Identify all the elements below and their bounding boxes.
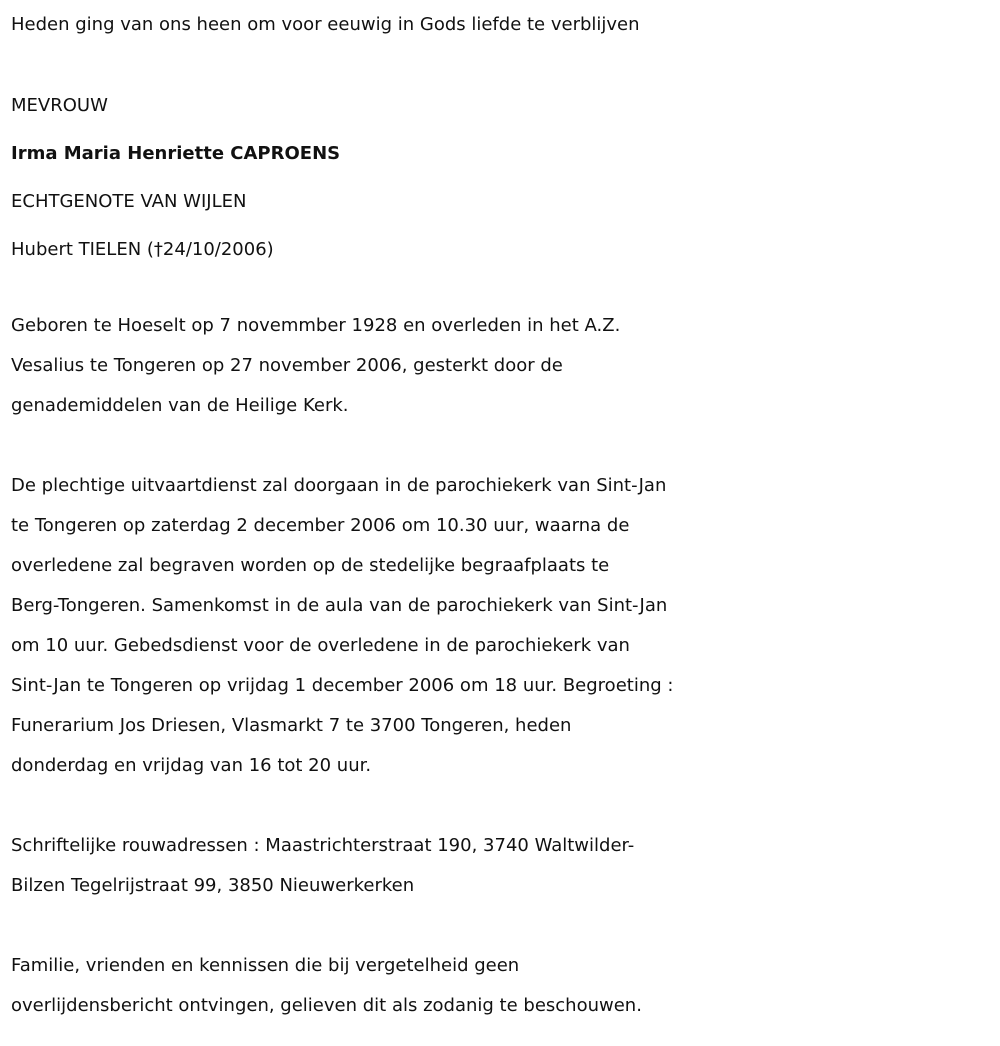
relation-label: ECHTGENOTE VAN WIJLEN: [11, 191, 247, 212]
paragraph-line: Schriftelijke rouwadressen : Maastrichterstraat 190, 3740 Waltwilder-: [11, 835, 635, 856]
intro-text: Heden ging van ons heen om voor eeuwig in Gods liefde te verblijven: [11, 14, 640, 35]
spouse-name: Hubert TIELEN (†24/10/2006): [11, 239, 274, 260]
addresses-paragraph: [11, 826, 996, 906]
paragraph-line: overledene zal begraven worden op de stedelijke begraafplaats te: [11, 555, 610, 576]
paragraph-line: Berg-Tongeren. Samenkomst in de aula van de parochiekerk van Sint-Jan: [11, 595, 668, 616]
paragraph-line: te Tongeren op zaterdag 2 december 2006 om 10.30 uur, waarna de: [11, 515, 630, 536]
paragraph-line: De plechtige uitvaartdienst zal doorgaan in de parochiekerk van Sint-Jan: [11, 475, 667, 496]
paragraph-line: Funerarium Jos Driesen, Vlasmarkt 7 te 3700 Tongeren, heden: [11, 715, 572, 736]
paragraph-line: Geboren te Hoeselt op 7 novemmber 1928 en overleden in het A.Z.: [11, 315, 621, 336]
birth-death-paragraph: [11, 306, 996, 426]
funeral-paragraph: [11, 466, 996, 786]
paragraph-line: Vesalius te Tongeren op 27 november 2006, gesterkt door de: [11, 355, 563, 376]
paragraph-line: overlijdensbericht ontvingen, gelieven dit als zodanig te beschouwen.: [11, 995, 642, 1016]
paragraph-line: donderdag en vrijdag van 16 tot 20 uur.: [11, 755, 372, 776]
paragraph-line: genademiddelen van de Heilige Kerk.: [11, 395, 349, 416]
honorific: MEVROUW: [11, 95, 108, 116]
paragraph-line: om 10 uur. Gebedsdienst voor de overledene in de parochiekerk van: [11, 635, 630, 656]
closing-paragraph: [11, 946, 996, 1026]
paragraph-line: Sint-Jan te Tongeren op vrijdag 1 december 2006 om 18 uur. Begroeting :: [11, 675, 674, 696]
paragraph-line: Bilzen Tegelrijstraat 99, 3850 Nieuwerkerken: [11, 875, 415, 896]
deceased-name: Irma Maria Henriette CAPROENS: [11, 143, 341, 164]
obituary-notice: [11, 0, 996, 1026]
paragraph-line: Familie, vrienden en kennissen die bij vergetelheid geen: [11, 955, 520, 976]
